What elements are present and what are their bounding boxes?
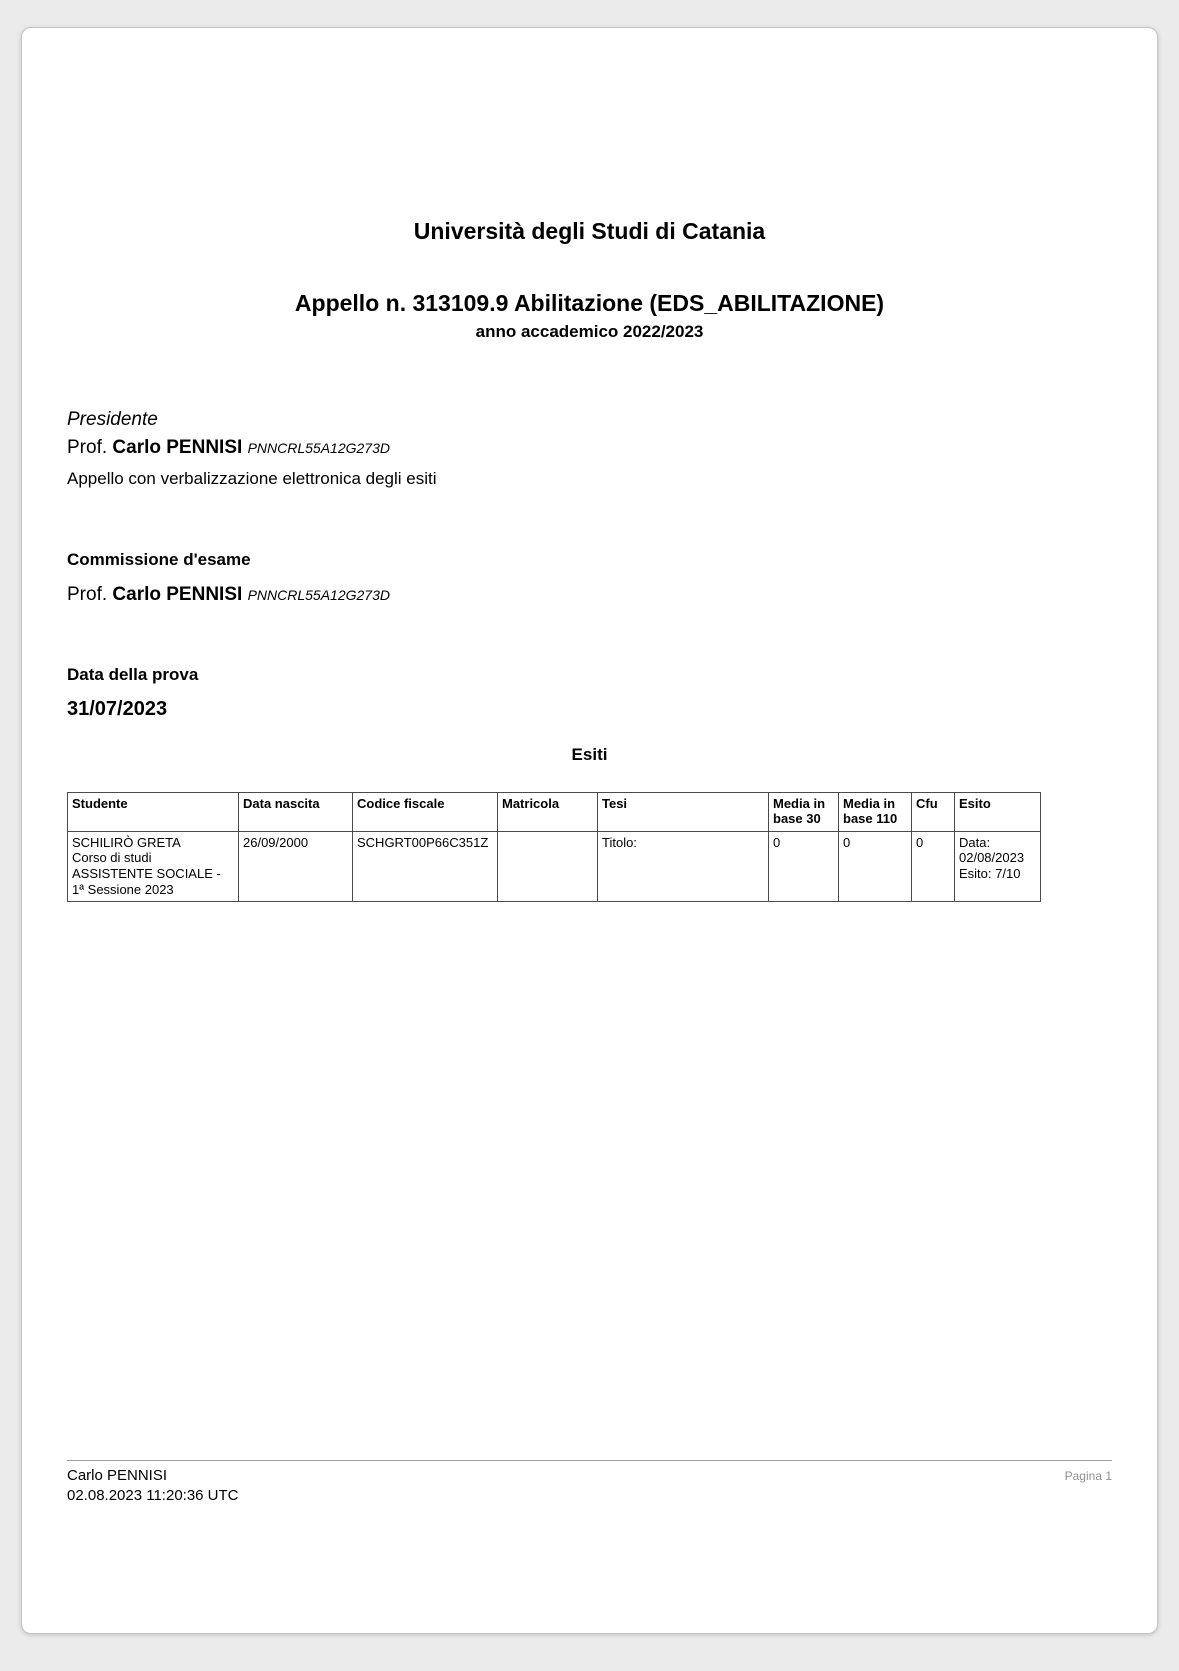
commissione-title-prefix: Prof. xyxy=(67,583,108,605)
header-studente: Studente xyxy=(68,792,239,831)
presidente-note: Appello con verbalizzazione elettronica degli esiti xyxy=(67,469,437,489)
presidente-heading: Presidente xyxy=(67,408,158,430)
table-row xyxy=(68,831,1041,901)
presidente-person-line xyxy=(67,437,1112,460)
cell-media-base-30: 0 xyxy=(769,831,839,901)
cell-tesi: Titolo: xyxy=(598,831,769,901)
cell-media-base-110: 0 xyxy=(839,831,912,901)
document-page xyxy=(21,27,1158,1634)
cell-data-nascita: 26/09/2000 xyxy=(239,831,353,901)
header-esito: Esito xyxy=(955,792,1041,831)
header-tesi: Tesi xyxy=(598,792,769,831)
footer-timestamp: 02.08.2023 11:20:36 UTC xyxy=(67,1487,239,1505)
academic-year: anno accademico 2022/2023 xyxy=(475,322,704,342)
results-table xyxy=(67,792,1041,903)
footer-signature-block xyxy=(67,1466,239,1507)
esiti-heading: Esiti xyxy=(571,745,608,765)
header-media-base-30: Media in base 30 xyxy=(769,792,839,831)
appello-title: Appello n. 313109.9 Abilitazione (EDS_ABILITAZIONE) xyxy=(294,289,885,316)
commissione-heading: Commissione d'esame xyxy=(67,549,251,569)
footer-signer: Carlo PENNISI xyxy=(67,1467,168,1484)
prova-heading: Data della prova xyxy=(67,664,199,684)
presidente-title-prefix: Prof. xyxy=(67,437,108,459)
prova-date: 31/07/2023 xyxy=(67,698,168,721)
cell-cfu: 0 xyxy=(912,831,955,901)
footer-page-number: Pagina 1 xyxy=(1064,1469,1112,1483)
commissione-person-line xyxy=(67,584,1112,607)
cell-codice-fiscale: SCHGRT00P66C351Z xyxy=(353,831,498,901)
commissione-name: Carlo PENNISI xyxy=(112,583,243,605)
presidente-name: Carlo PENNISI xyxy=(112,437,243,459)
cell-studente: SCHILIRÒ GRETA Corso di studi ASSISTENTE SOCIALE - 1ª Sessione 2023 xyxy=(68,831,239,901)
header-matricola: Matricola xyxy=(498,792,598,831)
header-cfu: Cfu xyxy=(912,792,955,831)
header-data-nascita: Data nascita xyxy=(239,792,353,831)
page-footer xyxy=(67,1460,1112,1507)
header-codice-fiscale: Codice fiscale xyxy=(353,792,498,831)
presidente-fiscal-code: PNNCRL55A12G273D xyxy=(247,440,390,457)
university-title: Università degli Studi di Catania xyxy=(413,218,766,244)
cell-matricola xyxy=(498,831,598,901)
commissione-fiscal-code: PNNCRL55A12G273D xyxy=(247,586,390,603)
cell-esito: Data: 02/08/2023 Esito: 7/10 xyxy=(955,831,1041,901)
table-header-row xyxy=(68,792,1041,831)
header-media-base-110: Media in base 110 xyxy=(839,792,912,831)
